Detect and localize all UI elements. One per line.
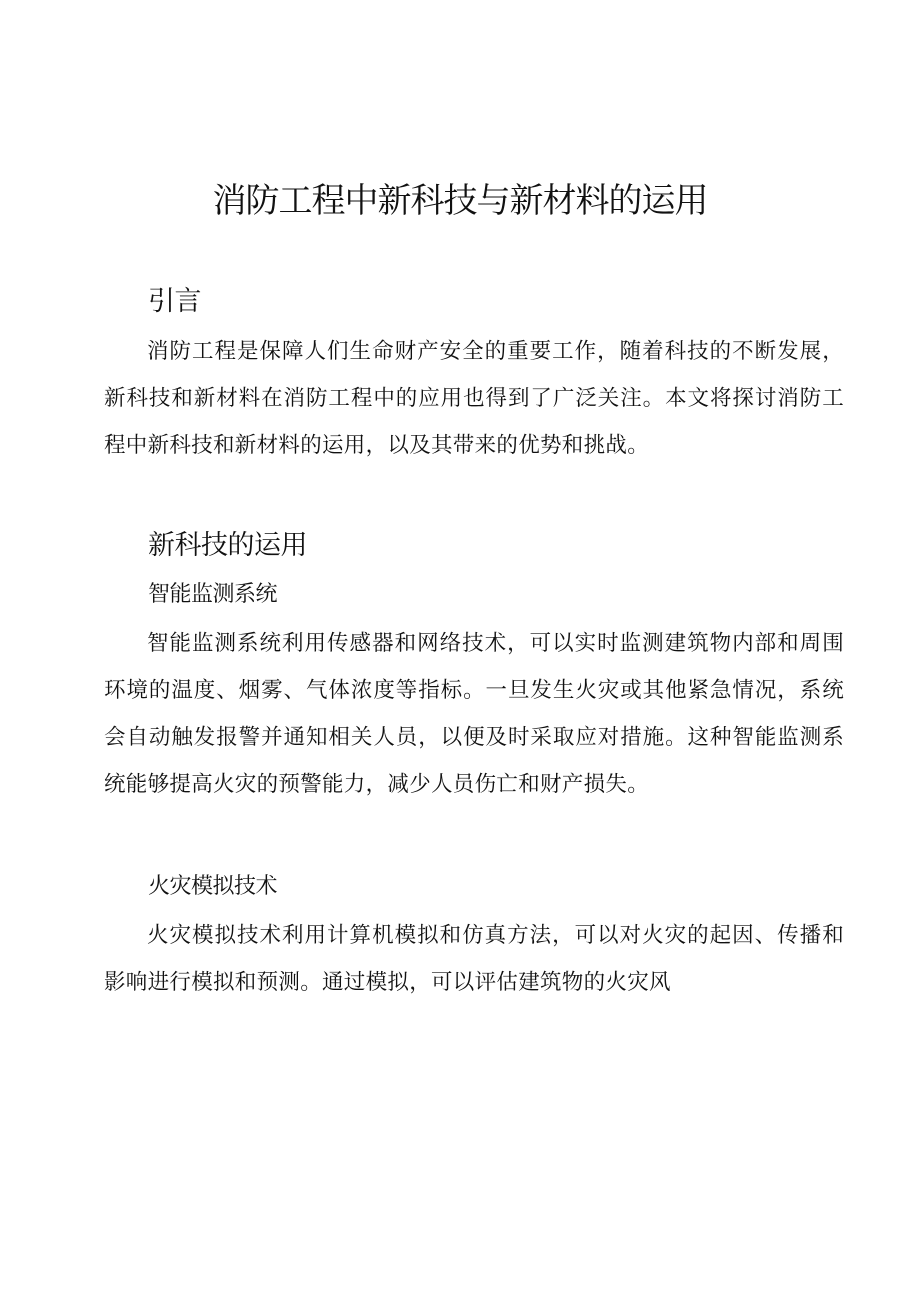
subsection-heading-fire-simulation: 火灾模拟技术 — [148, 874, 278, 899]
section-heading-new-technology: 新科技的运用 — [148, 530, 307, 561]
fire-simulation-paragraph: 火灾模拟技术利用计算机模拟和仿真方法，可以对火灾的起因、传播和影响进行模拟和预测。通过模拟，可以评估建筑物的火灾风 — [104, 923, 844, 995]
smart-monitoring-paragraph: 智能监测系统利用传感器和网络技术，可以实时监测建筑物内部和周围环境的温度、烟雾、气体浓度等指标。一旦发生火灾或其他紧急情况，系统会自动触发报警并通知相关人员，以便及时采取应对措施。这种智能监测系统能够提高火灾的预警能力，减少人员伤亡和财产损失。 — [104, 631, 844, 797]
section-heading-introduction: 引言 — [148, 286, 201, 317]
introduction-paragraph: 消防工程是保障人们生命财产安全的重要工作，随着科技的不断发展，新科技和新材料在消防工程中的应用也得到了广泛关注。本文将探讨消防工程中新科技和新材料的运用，以及其带来的优势和挑战。 — [104, 339, 844, 458]
subsection-heading-smart-monitoring: 智能监测系统 — [148, 582, 278, 607]
document-title: 消防工程中新科技与新材料的运用 — [212, 181, 708, 221]
